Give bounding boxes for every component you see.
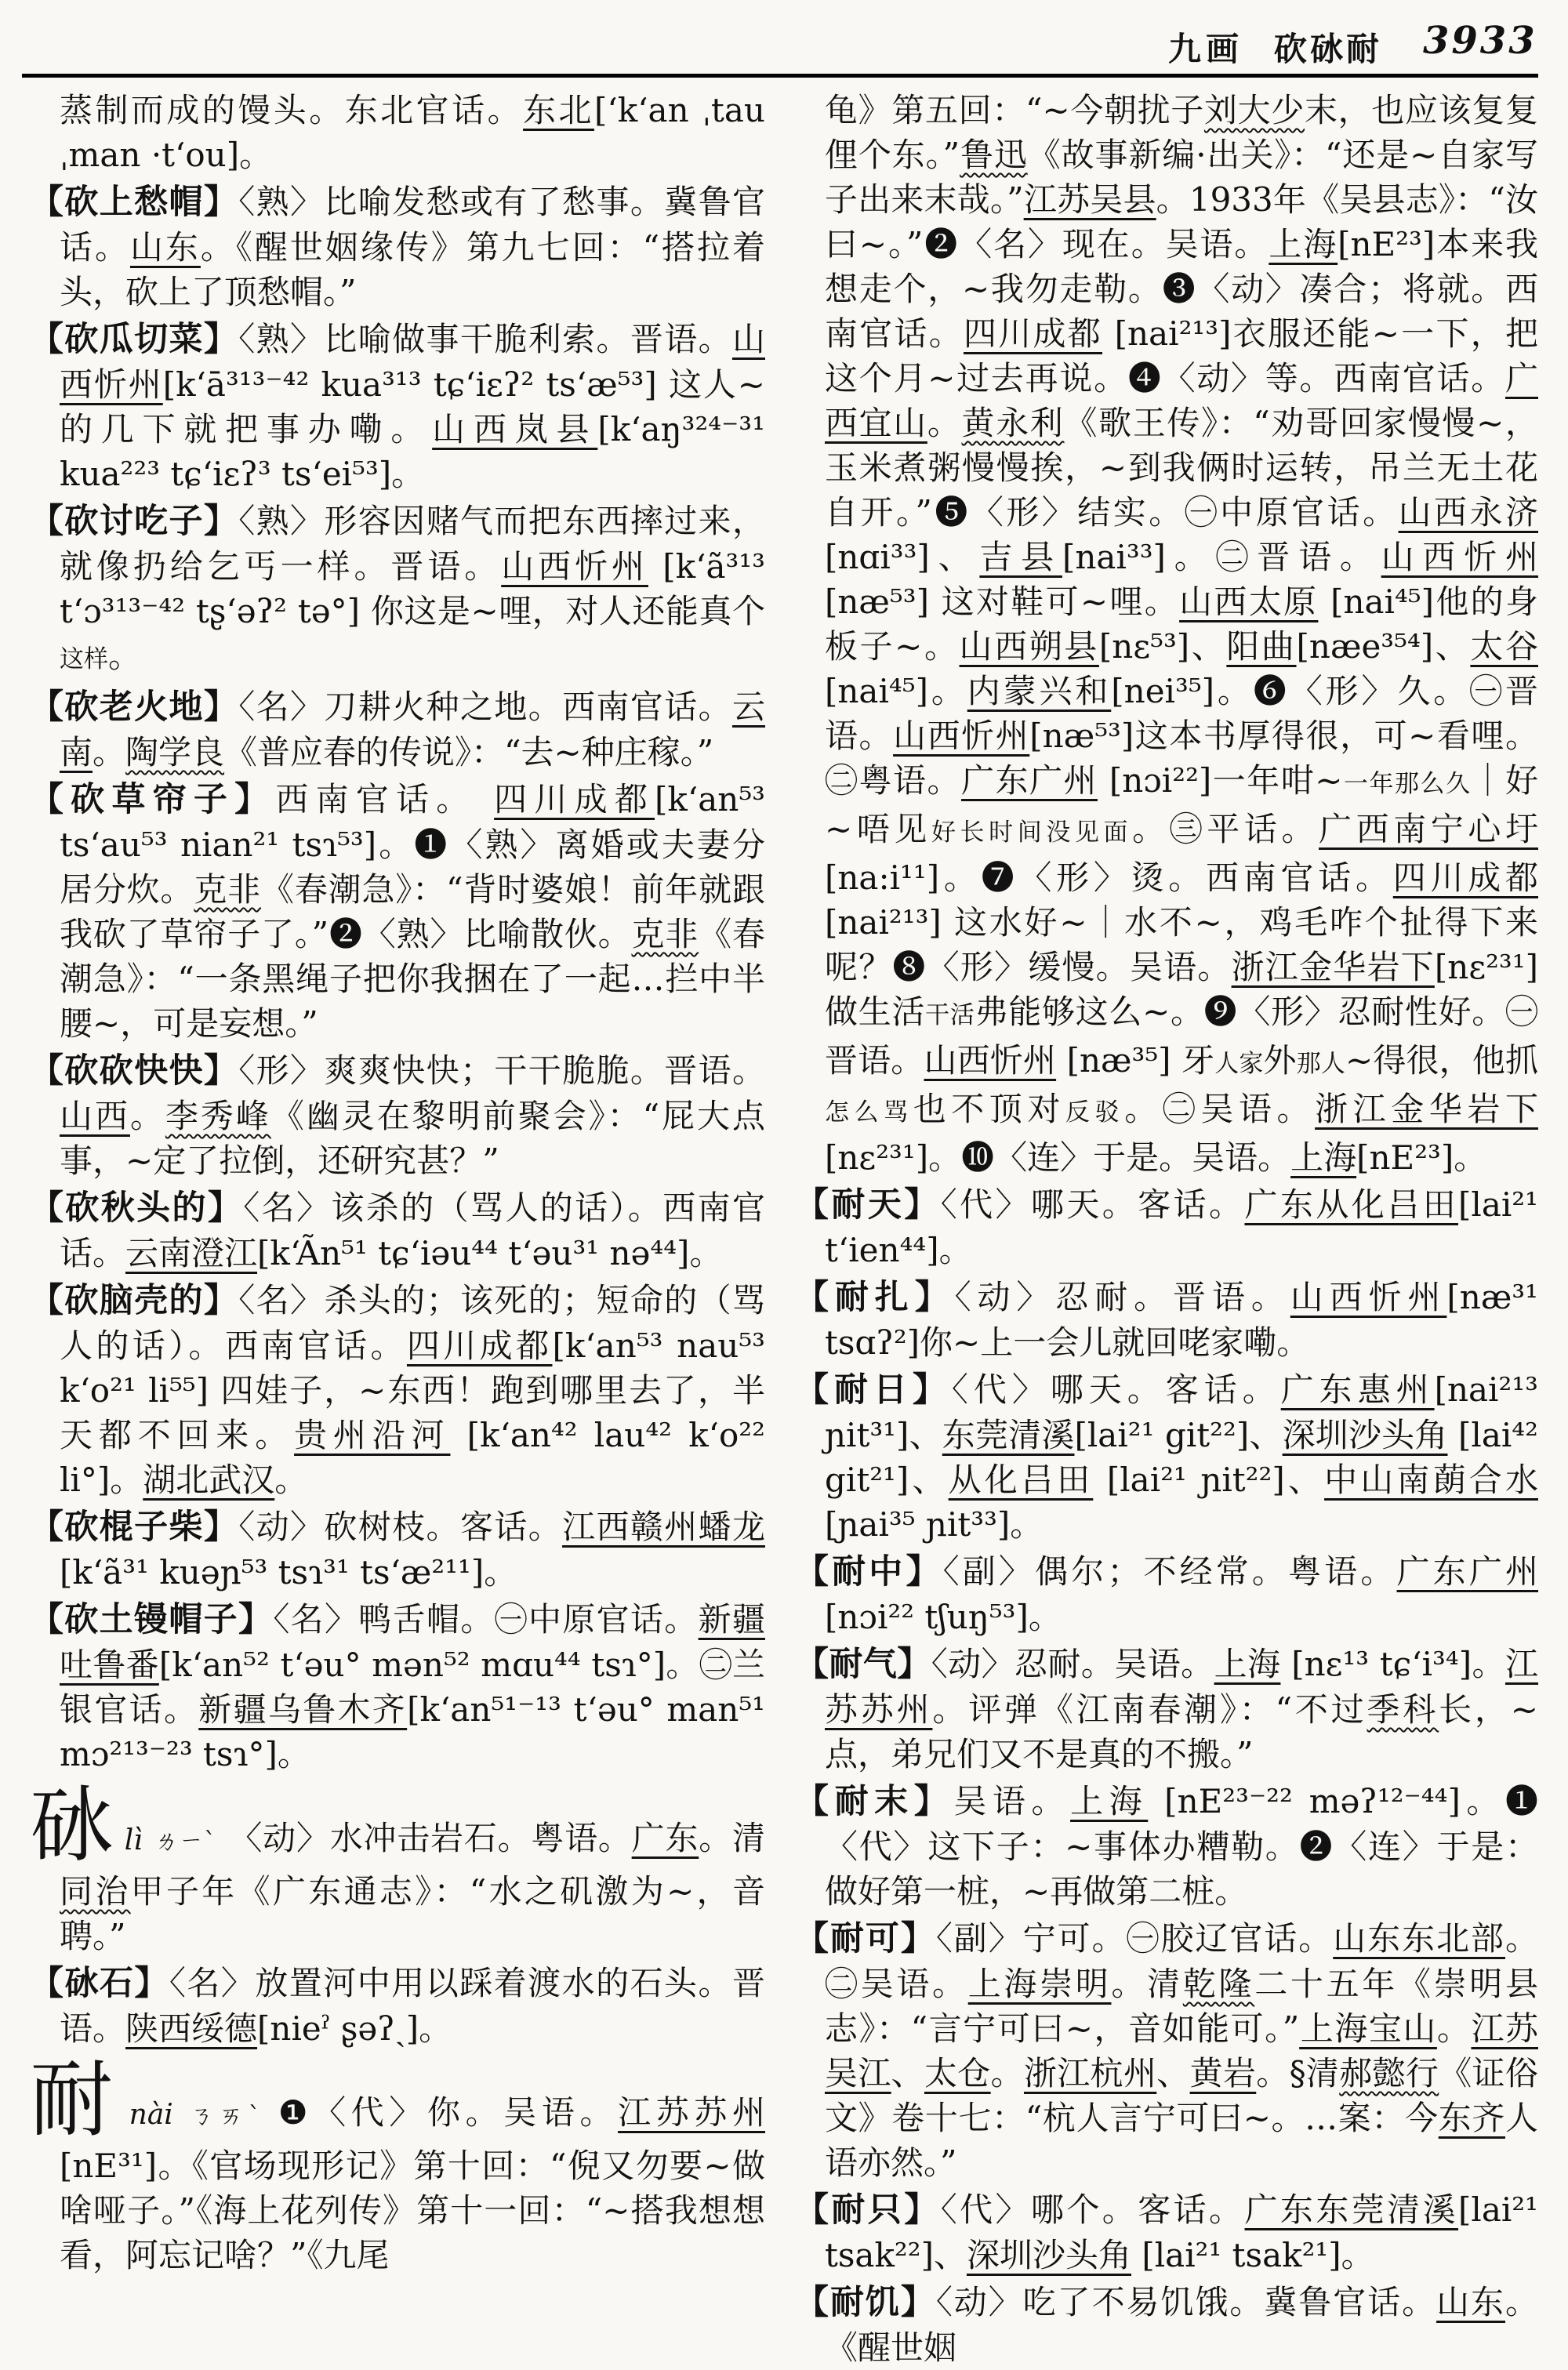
entry-headword: 【耐气】 bbox=[795, 1645, 931, 1684]
entry-text: [kʻan⁵³ tsʻau⁵³ nian²¹ tsɿ⁵³]。❶〈熟〉离婚或夫妻分居分炊。 bbox=[60, 780, 765, 909]
entry-text: 、 bbox=[891, 2054, 924, 2092]
entry-text: [lai²¹ tsak²¹]。 bbox=[1131, 2236, 1374, 2274]
entry-text: 人语亦然。” bbox=[825, 2099, 1538, 2182]
place-name: 从化吕田 bbox=[948, 1461, 1094, 1499]
place-name: 山西朔县 bbox=[959, 627, 1099, 666]
place-name: 上海 bbox=[1214, 1645, 1281, 1683]
entry-text: 二十五年《崇明县志》：“言宁可曰~，音如能可。” bbox=[825, 1965, 1538, 2048]
continuation-paragraph bbox=[30, 88, 765, 177]
place-name: 吉县 bbox=[979, 538, 1062, 576]
place-name: 东北 bbox=[523, 91, 595, 129]
entry-text: 《故事新编·出关》：“还是~自家写子出来末哉。” bbox=[825, 136, 1538, 219]
place-name: 中山南蓢合水 bbox=[1324, 1461, 1538, 1499]
gloss-text: 一年那么久 bbox=[1342, 770, 1472, 798]
entry-headword: 【耐中】 bbox=[795, 1552, 943, 1591]
place-name: 山西永济 bbox=[1398, 493, 1538, 532]
gloss-text: 那人 bbox=[1296, 1050, 1346, 1078]
place-name: 山西忻州 bbox=[501, 547, 648, 586]
entry-text: [kʻan⁵¹⁻¹³ tʻəu° man⁵¹ mɔ²¹³⁻²³ tsɿ°]。 bbox=[60, 1690, 765, 1773]
place-name: 山东 bbox=[129, 228, 201, 267]
gloss-text: 干活 bbox=[925, 1001, 975, 1029]
place-name: 山西忻州 bbox=[60, 320, 765, 404]
entry-text: [nai²¹³ ɲit³¹]、 bbox=[825, 1370, 1538, 1454]
entry-text: 。§清 bbox=[1256, 2054, 1340, 2092]
entry-headword: 【耐日】 bbox=[795, 1370, 952, 1410]
dictionary-entry bbox=[30, 317, 765, 496]
entry-text: 〈动〉水冲击岩石。粤语。 bbox=[229, 1819, 632, 1857]
dictionary-entry bbox=[795, 1642, 1538, 1777]
entry-headword: 【砍讨吃子】 bbox=[30, 502, 239, 541]
entry-text: [nɛ²³¹]。❿〈连〉于是。吴语。 bbox=[825, 1138, 1291, 1177]
entry-text: [nieˀ ʂəʔˎ]。 bbox=[257, 2009, 452, 2049]
dictionary-entry bbox=[30, 1504, 765, 1595]
entry-text: 。㊁吴语。 bbox=[825, 1919, 1538, 2003]
entry-text: [kʻã³¹ kuəɲ⁵³ tsɿ³¹ tsʻæ²¹¹]。 bbox=[60, 1553, 517, 1591]
dictionary-entry bbox=[30, 684, 765, 775]
entry-text: [lai⁴² git²¹]、 bbox=[825, 1416, 1538, 1499]
proper-name: 鲁迅 bbox=[960, 136, 1028, 174]
entry-headword: 【砍脑壳的】 bbox=[30, 1281, 239, 1320]
entry-text: [kʻan⁴² lau⁴² kʻo²² li°]。 bbox=[60, 1416, 765, 1499]
entry-text: 〈动〉忍耐。吴语。 bbox=[931, 1645, 1214, 1683]
place-name: 贵州沿河 bbox=[294, 1416, 451, 1454]
place-name: 上海 bbox=[1290, 1138, 1357, 1177]
proper-name: 季科 bbox=[1367, 1690, 1439, 1729]
place-name: 广东惠州 bbox=[1280, 1370, 1435, 1409]
entry-text: [lai²¹ tsak²²]、 bbox=[825, 2190, 1538, 2274]
dictionary-entry bbox=[30, 499, 765, 682]
place-name: 广东广州 bbox=[961, 761, 1098, 800]
entry-headword: 【耐扎】 bbox=[795, 1278, 955, 1317]
page-number: 3933 bbox=[1423, 19, 1537, 63]
place-name: 四川成都 bbox=[494, 780, 655, 818]
place-name: 太谷 bbox=[1470, 627, 1538, 666]
place-name: 阳曲 bbox=[1226, 627, 1297, 666]
entry-text: [nai⁴⁵]他的身板子~。 bbox=[825, 583, 1538, 666]
entry-text: 吴语。 bbox=[953, 1782, 1071, 1820]
proper-name: 李秀峰 bbox=[165, 1097, 271, 1135]
dictionary-entry bbox=[30, 1597, 765, 1777]
entry-text: [nɑi³³]、 bbox=[825, 538, 980, 576]
entry-headword: 【耐只】 bbox=[795, 2190, 941, 2230]
place-name: 山东 bbox=[1436, 2283, 1505, 2321]
proper-name: 乾隆 bbox=[1182, 1965, 1255, 2003]
place-name: 上海 bbox=[1070, 1782, 1149, 1820]
pinyin: nài bbox=[129, 2099, 173, 2132]
place-name: 太仓 bbox=[924, 2054, 991, 2092]
place-name: 山西太原 bbox=[1179, 583, 1319, 621]
entry-text: 〈熟〉形容因赌气而把东西摔过来，就像扔给乞丐一样。晋语。 bbox=[60, 502, 765, 586]
entry-headword: 【砍秋头的】 bbox=[30, 1189, 244, 1228]
place-name: 广东东莞清溪 bbox=[1244, 2190, 1459, 2229]
entry-text: 《春潮急》：“背时婆娘！前年就跟我砍了草帘子了。”❷〈熟〉比喻散伙。 bbox=[60, 870, 765, 953]
entry-text: [næ³¹ tsɑʔ²]你~上一会儿就回咾家嘞。 bbox=[825, 1278, 1538, 1362]
place-name: 云南 bbox=[60, 688, 765, 771]
entry-text: 《普应春的传说》：“去~种庄稼。” bbox=[224, 733, 714, 771]
entry-headword: 【耐末】 bbox=[795, 1782, 954, 1821]
proper-name: 克非 bbox=[194, 870, 262, 909]
entry-text: 末，也应该复复俚个东。” bbox=[825, 91, 1538, 174]
entry-text: [kʻaŋ³²⁴⁻³¹ kua²²³ tɕʻiɛʔ³ tsʻei⁵³]。 bbox=[60, 410, 765, 493]
dictionary-entry bbox=[30, 1185, 765, 1276]
entry-text: [kʻã³¹³ tʻɔ³¹³⁻⁴² tʂʻəʔ² tə°] 你这是~哩，对人还能真个 bbox=[60, 547, 765, 630]
place-name: 东齐 bbox=[1438, 2099, 1505, 2137]
entry-text: 〈动〉砍树枝。客话。 bbox=[238, 1508, 563, 1546]
entry-text: [nei³⁵]。❻〈形〉久。㊀晋语。 bbox=[825, 672, 1538, 755]
place-name: 山西忻州 bbox=[1381, 538, 1538, 576]
dictionary-entry bbox=[795, 1549, 1538, 1639]
place-name: 山东东北部 bbox=[1333, 1919, 1505, 1958]
entry-text: 《幽灵在黎明前聚会》：“屁大点事，~定了拉倒，还研究甚？” bbox=[60, 1097, 765, 1180]
zhuyin: ㄋㄞˋ bbox=[183, 2102, 266, 2131]
place-name: 广东从化吕田 bbox=[1244, 1185, 1459, 1224]
entry-headword: 【砍瓜切菜】 bbox=[30, 320, 239, 359]
entry-text: 。 bbox=[93, 733, 126, 771]
entry-text: [kʻan⁵³ nau⁵³ kʻo²¹ li⁵⁵] 四娃子，~东西！跑到哪里去了，半天都不回来。 bbox=[60, 1327, 765, 1454]
entry-headword: 【砅石】 bbox=[30, 1964, 169, 2004]
gloss-text: 人家 bbox=[1214, 1050, 1264, 1078]
entry-headword: 【砍上愁帽】 bbox=[30, 183, 239, 222]
entry-text: 长，~点，弟兄们又不是真的不搬。” bbox=[825, 1690, 1538, 1773]
place-name: 深圳沙头角 bbox=[966, 2236, 1131, 2274]
entry-text: 〈副〉宁可。㊀胶辽官话。 bbox=[935, 1919, 1334, 1958]
dictionary-entry bbox=[30, 777, 765, 1046]
entry-text: 。 bbox=[108, 637, 142, 675]
entry-text: [næ⁵³]这本书厚得很，可~看哩。㊁粤语。 bbox=[825, 717, 1538, 800]
entry-text: 《春潮急》：“一条黑绳子把你我捆在了一起…拦中半腰~，可是妄想。” bbox=[60, 915, 765, 1043]
entry-text: 。㊁吴语。 bbox=[1124, 1090, 1316, 1128]
header-rule bbox=[22, 74, 1538, 78]
place-name: 浙江杭州 bbox=[1023, 2054, 1157, 2092]
place-name: 江苏吴江 bbox=[825, 2009, 1538, 2092]
entry-text: 。 bbox=[990, 2054, 1024, 2092]
dictionary-entry bbox=[30, 180, 765, 314]
right-column bbox=[795, 88, 1538, 2370]
place-name: 广西宜山 bbox=[825, 359, 1538, 442]
entry-text: 〈代〉哪天。客话。 bbox=[940, 1185, 1245, 1224]
dictionary-entry bbox=[30, 1048, 765, 1183]
character-entry bbox=[30, 1777, 765, 1958]
entry-text: 〈熟〉比喻做事干脆利索。晋语。 bbox=[238, 320, 732, 358]
pinyin: lì bbox=[124, 1824, 143, 1856]
entry-text: [ɲai³⁵ ɲit³³]。 bbox=[825, 1505, 1044, 1544]
entry-text: 甲子年《广东通志》：“水之矶激为~，音聘。” bbox=[60, 1872, 765, 1956]
entry-text: 。 bbox=[129, 1097, 165, 1135]
place-name: 江苏吴县 bbox=[1023, 180, 1156, 219]
dictionary-entry bbox=[795, 1275, 1538, 1365]
head-character: 砅 bbox=[30, 1777, 114, 1874]
entry-text: 〈名〉鸭舌帽。㊀中原官话。 bbox=[273, 1600, 699, 1639]
header-guide-characters: 砍砅耐 bbox=[1274, 30, 1383, 68]
entry-text: ❶〈代〉你。吴语。 bbox=[278, 2093, 619, 2132]
dictionary-entry bbox=[30, 1278, 765, 1502]
dictionary-entry bbox=[795, 2187, 1538, 2277]
place-name: 内蒙兴和 bbox=[967, 672, 1112, 710]
entry-text: 。 bbox=[274, 1461, 308, 1499]
gloss-text: 好长时间没见面 bbox=[931, 818, 1133, 847]
entry-text: 〈副〉偶尔；不经常。粤语。 bbox=[942, 1552, 1397, 1591]
place-name: 江苏苏州 bbox=[618, 2093, 766, 2132]
dictionary-entry bbox=[795, 2280, 1538, 2370]
entry-text: [nai³³]。㊁晋语。 bbox=[1062, 538, 1381, 576]
entry-text: 也不顶对 bbox=[913, 1090, 1066, 1128]
place-name: 山西忻州 bbox=[1290, 1278, 1447, 1316]
entry-headword: 【砍老火地】 bbox=[30, 688, 239, 727]
entry-headword: 【砍草帘子】 bbox=[30, 780, 276, 819]
entry-text: [ʻkʻan ˌtau ˌman ·tʻou]。 bbox=[60, 91, 765, 174]
entry-text: 〈形〉爽爽快快；干干脆脆。晋语。 bbox=[238, 1051, 765, 1090]
entry-text: ｜好~唔见 bbox=[825, 761, 1538, 848]
entry-text: [kʻā³¹³⁻⁴² kua³¹³ tɕʻiɛʔ² tsʻæ⁵³] 这人~的几下就把事办嘞。 bbox=[60, 365, 765, 448]
place-name: 上海崇明 bbox=[967, 1965, 1112, 2003]
zhuyin: ㄌㄧˋ bbox=[153, 1827, 217, 1856]
place-name: 山西 bbox=[60, 1097, 130, 1135]
entry-text: 〈代〉哪个。客话。 bbox=[940, 2190, 1245, 2229]
proper-name: 陶学良 bbox=[125, 733, 225, 771]
place-name: 湖北武汉 bbox=[143, 1461, 275, 1499]
place-name: 江苏苏州 bbox=[825, 1645, 1538, 1729]
place-name: 四川成都 bbox=[964, 314, 1103, 353]
entry-headword: 【砍砍快快】 bbox=[30, 1051, 239, 1091]
entry-text: 〈代〉哪天。客话。 bbox=[951, 1370, 1281, 1409]
entry-text: [næ⁵³] 这对鞋可~哩。 bbox=[825, 583, 1180, 621]
entry-text: [næ³⁵] 牙 bbox=[1056, 1041, 1215, 1080]
place-name: 浙江金华岩下 bbox=[1231, 948, 1435, 986]
proper-name: 刘大少 bbox=[1203, 91, 1305, 129]
place-name: 四川成都 bbox=[406, 1327, 553, 1365]
place-name: 广东 bbox=[631, 1819, 699, 1857]
place-name: 山西忻州 bbox=[893, 717, 1030, 755]
proper-name: 同治 bbox=[60, 1872, 131, 1911]
place-name: 上海 bbox=[1269, 225, 1338, 263]
entry-headword: 【耐可】 bbox=[795, 1919, 936, 1958]
entry-text: [næe³⁵⁴]、 bbox=[1296, 627, 1471, 666]
character-entry bbox=[30, 2052, 766, 2277]
entry-text: [nE²³⁻²² məʔ¹²⁻⁴⁴]。❶〈代〉这下子：~事体办糟勒。❷〈连〉于是：做好第一桩，~再做第二桩。 bbox=[825, 1782, 1538, 1911]
dictionary-entry bbox=[795, 1779, 1538, 1914]
entry-text: [nɔi²²]一年咁~ bbox=[1098, 761, 1343, 800]
entry-text: [kʻan⁵² tʻəu° mən⁵² mɑu⁴⁴ tsɿ°]。㊁兰银官话。 bbox=[60, 1646, 765, 1729]
entry-text: [lai²¹ git²²]、 bbox=[1074, 1416, 1283, 1454]
head-character: 耐 bbox=[30, 2052, 118, 2149]
entry-text: 〈动〉忍耐。晋语。 bbox=[954, 1278, 1290, 1316]
place-name: 云南澄江 bbox=[125, 1234, 258, 1272]
entry-headword: 【耐天】 bbox=[795, 1185, 941, 1225]
gloss-text: 反驳 bbox=[1065, 1098, 1125, 1127]
place-name: 上海宝山 bbox=[1299, 2009, 1437, 2048]
place-name: 新疆乌鲁木齐 bbox=[198, 1690, 408, 1729]
entry-text: 。清 bbox=[699, 1819, 765, 1857]
left-column bbox=[30, 88, 765, 2277]
dictionary-entry bbox=[30, 1961, 765, 2051]
entry-text: 。《醒世姻 bbox=[825, 2283, 1538, 2367]
entry-text: 〈名〉该杀的（骂人的话）。西南官话。 bbox=[60, 1189, 765, 1272]
place-name: 山西岚县 bbox=[432, 410, 598, 448]
entry-text: 。评弹《江南春潮》：“不过 bbox=[932, 1690, 1367, 1729]
entry-text: 外 bbox=[1263, 1041, 1297, 1080]
entry-text: [na:i¹¹]。❼〈形〉烫。西南官话。 bbox=[825, 858, 1393, 897]
place-name: 浙江金华岩下 bbox=[1315, 1090, 1538, 1128]
proper-name: 郝懿行 bbox=[1339, 2054, 1439, 2092]
dictionary-entry bbox=[795, 1367, 1538, 1547]
entry-text: 龟》第五回：“~今朝扰子 bbox=[825, 91, 1204, 129]
dictionary-entry bbox=[795, 1182, 1538, 1272]
entry-text: 蒸制而成的馒头。东北官话。 bbox=[60, 91, 524, 129]
continuation-paragraph bbox=[795, 88, 1538, 1180]
entry-text: 〈熟〉比喻发愁或有了愁事。冀鲁官话。 bbox=[60, 183, 765, 267]
place-name: 陕西绥德 bbox=[125, 2009, 258, 2049]
entry-text: [nE²³]本来我想走个，~我勿走勒。❸〈动〉凑合；将就。西南官话。 bbox=[825, 225, 1538, 353]
place-name: 广西南宁心圩 bbox=[1319, 810, 1538, 848]
entry-text: 。《醒世姻缘传》第九七回：“搭拉着头，砍上了顶愁帽。” bbox=[60, 228, 765, 311]
entry-text: [nɛ¹³ tɕʻi³⁴]。 bbox=[1280, 1645, 1505, 1683]
entry-text: [nai⁴⁵]。 bbox=[825, 672, 967, 710]
entry-text: [kʻÃn⁵¹ tɕʻiəu⁴⁴ tʻəu³¹ nə⁴⁴]。 bbox=[257, 1234, 723, 1272]
place-name: 东莞清溪 bbox=[942, 1416, 1075, 1454]
entry-text: [nai²¹³] 这水好~｜水不~，鸡毛咋个扯得下来呢？❽〈形〉缓慢。吴语。 bbox=[825, 903, 1538, 986]
entry-text: [lai²¹ ɲit²²]、 bbox=[1093, 1461, 1325, 1499]
place-name: 山西忻州 bbox=[924, 1041, 1057, 1080]
dictionary-entry bbox=[795, 1916, 1538, 2185]
entry-text: ~得很，他抓 bbox=[1345, 1041, 1538, 1080]
entry-text: 西南官话。 bbox=[275, 780, 495, 818]
entry-text: [nɔi²² tʃuŋ⁵³]。 bbox=[825, 1598, 1062, 1636]
entry-text: 。㊂平话。 bbox=[1132, 810, 1319, 848]
entry-text: [nai²¹³]衣服还能~一下，把这个月~过去再说。❹〈动〉等。西南官话。 bbox=[825, 314, 1538, 397]
entry-text: 〈动〉吃了不易饥饿。冀鲁官话。 bbox=[935, 2283, 1437, 2321]
gloss-text: 怎么骂 bbox=[825, 1098, 913, 1127]
header-stroke-section: 九画 bbox=[1168, 30, 1244, 68]
entry-text: [nɛ⁵³]、 bbox=[1098, 627, 1227, 666]
entry-text: 。清 bbox=[1111, 1965, 1183, 2003]
entry-text: 〈名〉刀耕火种之地。西南官话。 bbox=[238, 688, 732, 726]
entry-text: 。 bbox=[1436, 2009, 1472, 2048]
place-name: 广东广州 bbox=[1396, 1552, 1538, 1591]
place-name: 四川成都 bbox=[1392, 858, 1538, 897]
entry-text: 、 bbox=[1156, 2054, 1190, 2092]
entry-headword: 【砍棍子柴】 bbox=[30, 1508, 239, 1547]
proper-name: 克非 bbox=[631, 915, 699, 953]
entry-text: 弗能够这么~。❾〈形〉忍耐性好。㊀晋语。 bbox=[825, 993, 1539, 1080]
entry-text: 。1933年《吴县志》：“汝曰~。”❷〈名〉现在。吴语。 bbox=[825, 180, 1538, 263]
gloss-text: 这样 bbox=[60, 645, 108, 673]
entry-headword: 【耐饥】 bbox=[795, 2283, 936, 2322]
entry-text: [nE³¹]。《官场现形记》第十回：“倪又勿要~做啥哑子。”《海上花列传》第十一回：“~搭我想想看，阿忘记啥？”《九尾 bbox=[60, 2147, 765, 2275]
proper-name: 黄永利 bbox=[961, 404, 1065, 442]
entry-text: 《歌王传》：“劝哥回家慢慢~，玉米煮粥慢慢挨，~到我俩时运转，吊兰无土花自开。”❺〈形〉结实。㊀中原官话。 bbox=[825, 404, 1538, 532]
entry-text: [lai²¹ tʻien⁴⁴]。 bbox=[825, 1185, 1538, 1269]
entry-text: [nɛ²³¹]做生活 bbox=[825, 948, 1538, 1031]
entry-text: 〈名〉放置河中用以踩着渡水的石头。晋语。 bbox=[60, 1964, 765, 2049]
place-name: 新疆吐鲁番 bbox=[60, 1600, 765, 1684]
entry-text: 。 bbox=[927, 404, 962, 442]
entry-text: [nE²³]。 bbox=[1356, 1138, 1487, 1177]
place-name: 深圳沙头角 bbox=[1282, 1416, 1448, 1454]
entry-text: 《证俗文》卷十七：“杭人言宁可曰~。…案：今 bbox=[825, 2054, 1538, 2137]
entry-text: 〈名〉杀头的；该死的；短命的（骂人的话）。西南官话。 bbox=[60, 1281, 765, 1365]
page-header bbox=[0, 13, 1537, 67]
place-name: 黄岩 bbox=[1189, 2054, 1257, 2092]
entry-headword: 【砍土镘帽子】 bbox=[30, 1600, 274, 1639]
place-name: 江西赣州蟠龙 bbox=[562, 1508, 765, 1546]
